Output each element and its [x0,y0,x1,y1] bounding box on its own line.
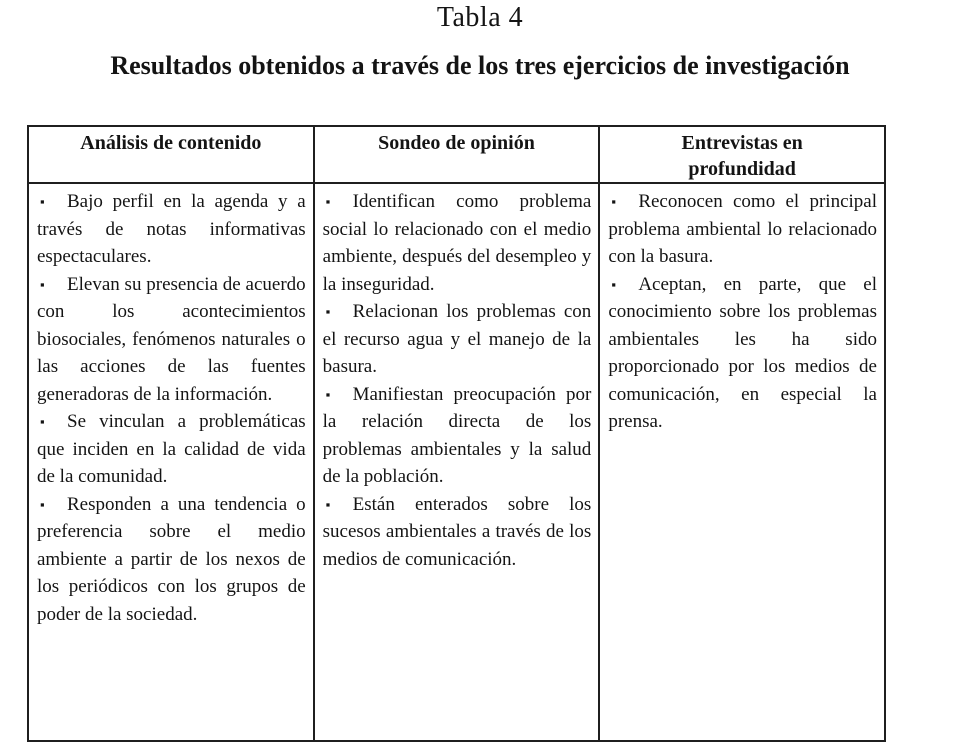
table-body [28,183,885,741]
bullet-text: Relacionan los problemas con el recurso agua y el manejo de la basura. [322,301,592,377]
bullet-square-icon: ▪ [325,496,331,512]
bullet-square-icon: ▪ [611,276,616,292]
bullet-item [323,298,592,381]
bullet-item [37,491,306,629]
bullet-item [323,381,592,491]
column-header-entrevistas-en-profundidad [599,126,885,183]
bullet-text: Se vinculan a problemáticas que inciden en la calidad de vida de la comunidad. [37,411,306,487]
bullet-item [37,271,306,409]
bullet-square-icon: ▪ [325,194,331,209]
cell-sondeo-de-opinion [314,183,600,741]
page-title: Tabla 4 [436,2,524,33]
bullet-text: Bajo perfil en la agenda y a través de notas informativas espectaculares. [37,191,306,267]
bullet-square-icon: ▪ [325,386,331,402]
table-row [28,183,885,741]
table-header-row [28,126,885,183]
cell-analisis-de-contenido [28,183,314,741]
bullet-item [608,271,877,436]
results-table [27,125,886,742]
bullet-text: Elevan su presencia de acuerdo con los acontecimientos biosociales, fenómenos naturales o las acciones de las fuentes generadoras de la información. [37,273,306,405]
column-header-label: Entrevistas en profundidad [681,132,803,180]
bullet-text: Aceptan, en parte, que el conocimiento sobre los problemas ambientales les ha sido proporcionado por los medios de comunicación, en especial la prensa. [608,273,877,432]
bullet-square-icon: ▪ [40,194,45,209]
column-header-label: Análisis de contenido [80,132,262,154]
column-header-label: Sondeo de opinión [378,132,535,154]
bullet-square-icon: ▪ [40,496,45,512]
bullet-text: Responden a una tendencia o preferencia sobre el medio ambiente a partir de los nexos de los periódicos con los grupos de poder de la sociedad. [37,493,306,625]
bullet-text: Identifican como problema social lo relacionado con el medio ambiente, después del desempleo y la inseguridad. [322,191,592,295]
page-subtitle: Resultados obtenidos a través de los tres ejercicios de investigación [110,51,850,80]
bullet-text: Manifiestan preocupación por la relación directa de los problemas ambientales y la salud de la población. [322,383,592,487]
bullet-item [37,188,306,271]
cell-entrevistas-en-profundidad [599,183,885,741]
bullet-text: Reconocen como el principal problema ambiental lo relacionado con la basura. [608,191,877,267]
bullet-square-icon: ▪ [40,414,45,429]
bullet-square-icon: ▪ [325,304,331,319]
bullet-item [37,408,306,491]
column-header-sondeo-de-opinion [314,126,600,183]
bullet-text: Están enterados sobre los sucesos ambientales a través de los medios de comunicación. [322,493,592,570]
bullet-item [608,188,877,271]
bullet-item [323,491,592,574]
bullet-item [323,188,592,298]
bullet-square-icon: ▪ [40,276,45,292]
column-header-analisis-de-contenido [28,126,314,183]
bullet-square-icon: ▪ [611,194,616,209]
